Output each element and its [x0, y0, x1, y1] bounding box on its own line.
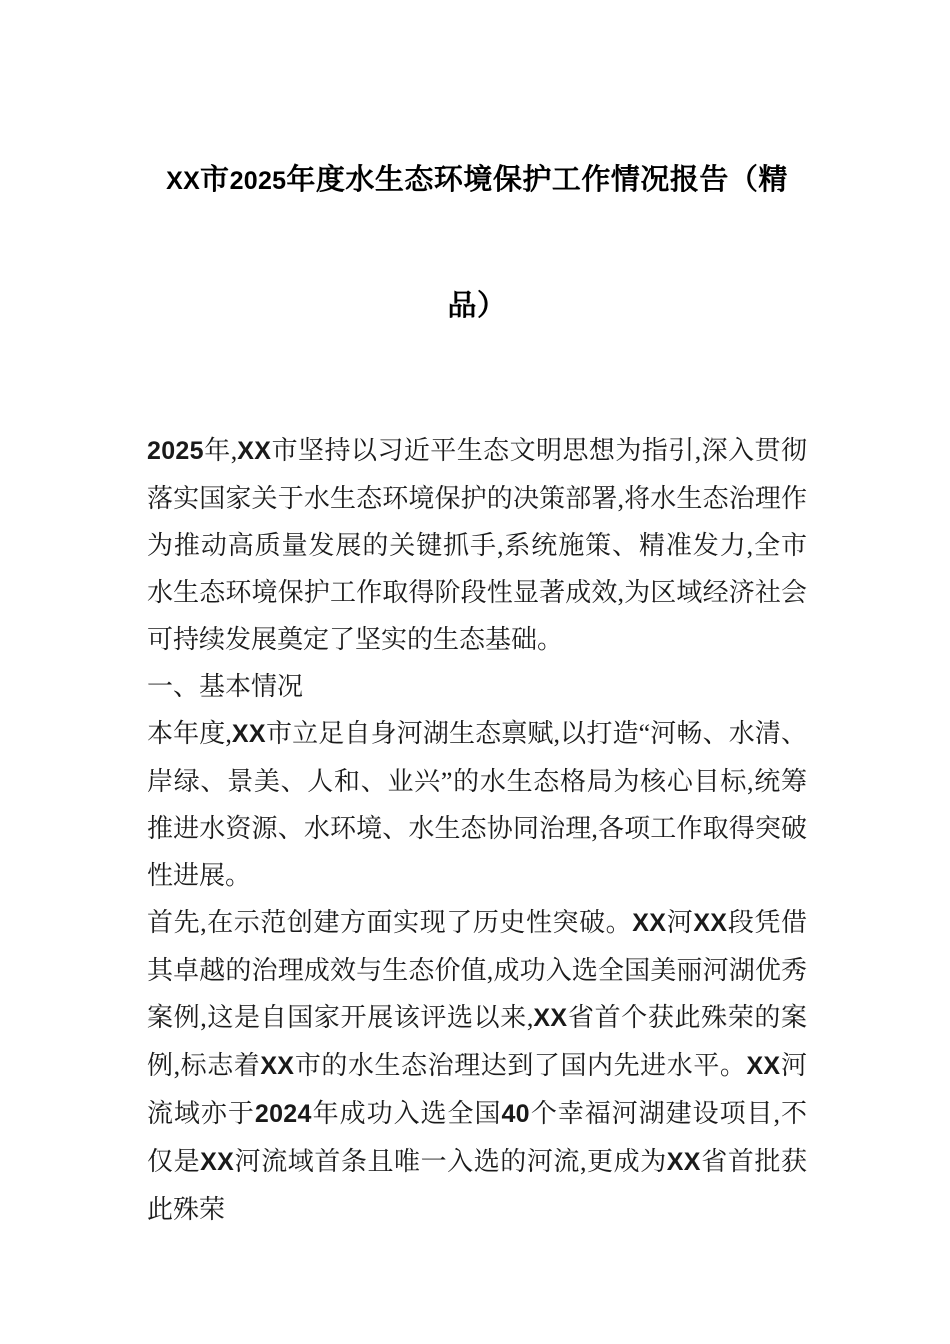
latin-run: XX [166, 167, 201, 195]
intro-paragraph: 2025年,XX市坚持以习近平生态文明思想为指引,深入贯彻落实国家关于水生态环境保护的决策部署,将水生态治理作为推动高质量发展的关键抓手,系统施策、精准发力,全市水生态环境保护工作取得阶段性显著成效,为区域经济社会可持续发展奠定了坚实的生态基础。 [147, 436, 807, 654]
latin-run: 40 [501, 1100, 530, 1128]
latin-run: 2025 [147, 437, 204, 465]
latin-run: XX [632, 909, 667, 937]
latin-run: XX [200, 1148, 235, 1176]
basic-situation-paragraph: 本年度,XX市立足自身河湖生态禀赋,以打造“河畅、水清、岸绿、景美、人和、业兴”的水生态格局为核心目标,统筹推进水资源、水环境、水生态协同治理,各项工作取得突破性进展。 [147, 719, 807, 890]
latin-run: XX [533, 1004, 568, 1032]
latin-run: XX [260, 1052, 295, 1080]
latin-run: 2024 [254, 1100, 312, 1128]
section-heading-1: 一、基本情况 [147, 672, 304, 701]
latin-run: XX [231, 720, 266, 748]
document-body [147, 427, 807, 1233]
latin-run: XX [746, 1052, 781, 1080]
page-content [147, 0, 807, 1233]
latin-run: XX [666, 1148, 701, 1176]
demonstration-paragraph: 首先,在示范创建方面实现了历史性突破。XX河XX段凭借其卓越的治理成效与生态价值,成功入选全国美丽河湖优秀案例,这是自国家开展该评选以来,XX省首个获此殊荣的案例,标志着XX市的水生态治理达到了国内先进水平。XX河流域亦于2024年成功入选全国40个幸福河湖建设项目,不仅是XX河流域首条且唯一入选的河流,更成为XX省首批获此殊荣 [147, 908, 807, 1224]
page-title: XX市2025年度水生态环境保护工作情况报告（精品） [166, 164, 788, 322]
latin-run: 2025 [229, 167, 287, 195]
latin-run: XX [237, 437, 272, 465]
latin-run: XX [693, 909, 728, 937]
